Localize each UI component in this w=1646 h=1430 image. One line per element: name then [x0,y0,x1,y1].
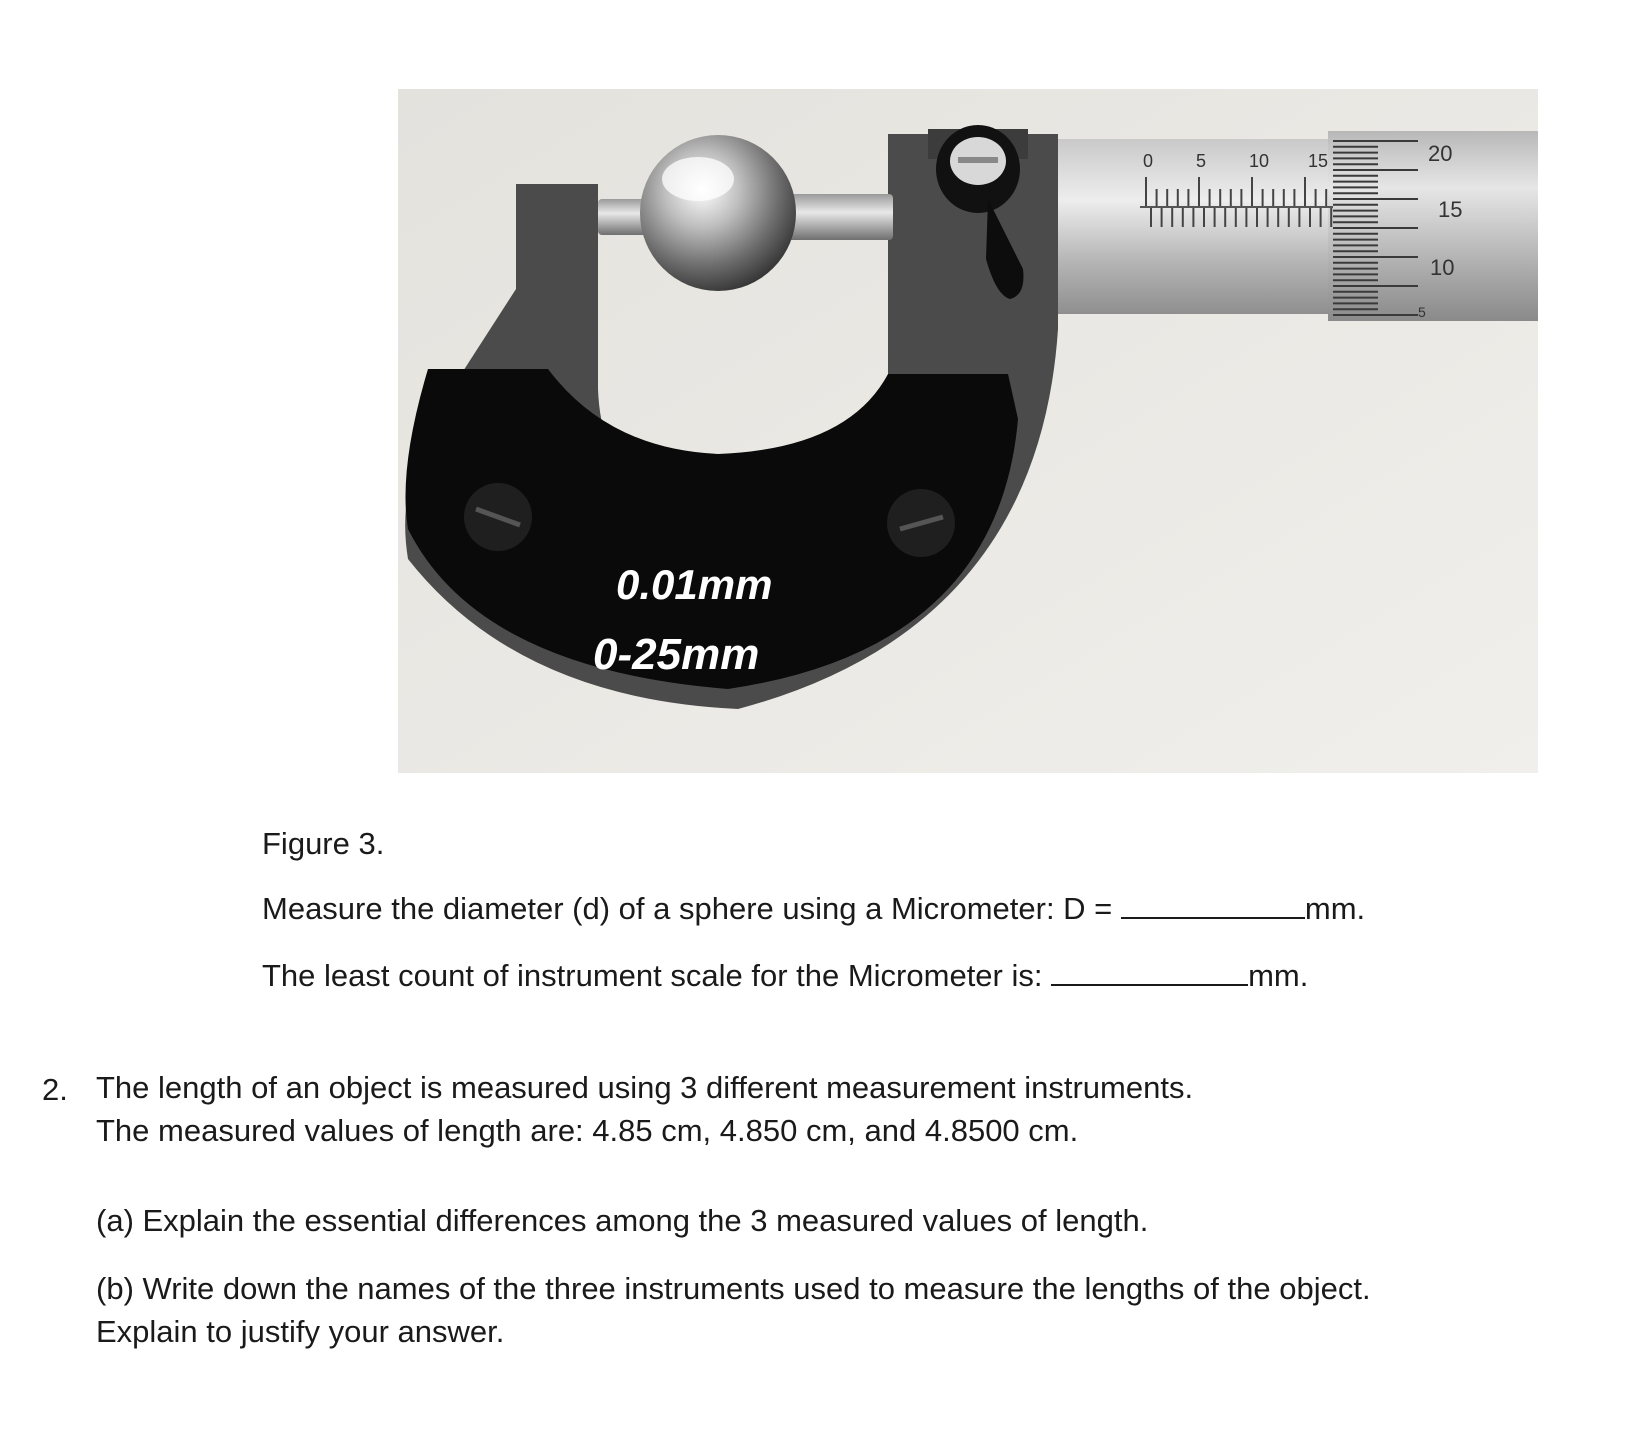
sleeve-number-0: 0 [1143,151,1154,171]
q1-line2-unit: mm. [1248,958,1309,993]
diameter-answer-blank[interactable] [1121,893,1305,919]
sleeve-number-15: 15 [1308,151,1329,171]
thimble-number-10: 10 [1430,255,1455,280]
figure-caption: Figure 3. [262,826,385,861]
thimble-number-5: 5 [1418,304,1426,320]
q1-line2 [262,960,1308,991]
micrometer-photo [398,89,1538,773]
q2-line2: The measured values of length are: 4.85 cm, 4.850 cm, and 4.8500 cm. [96,1113,1079,1148]
resolution-label: 0.01mm [616,561,773,608]
thimble-number-15: 15 [1438,197,1463,222]
q2-part-b-line1: (b) Write down the names of the three instruments used to measure the lengths of the object. [96,1271,1371,1306]
sleeve-number-5: 5 [1196,151,1207,171]
q1-line1 [262,893,1365,924]
q1-line1-text: Measure the diameter (d) of a sphere using a Micrometer: D = [262,891,1121,926]
thimble-number-20: 20 [1428,141,1453,166]
least-count-answer-blank[interactable] [1051,960,1248,986]
q2-part-b-line2: Explain to justify your answer. [96,1314,505,1349]
q1-line1-unit: mm. [1304,891,1366,926]
q1-line2-text: The least count of instrument scale for the Micrometer is: [262,958,1052,993]
question-2-number: 2. [42,1072,68,1107]
sleeve-number-10: 10 [1249,151,1270,171]
q2-line1: The length of an object is measured using 3 different measurement instruments. [96,1070,1194,1105]
q2-part-a: (a) Explain the essential differences among the 3 measured values of length. [96,1203,1149,1238]
steel-sphere [640,135,796,291]
range-label: 0-25mm [593,630,760,679]
